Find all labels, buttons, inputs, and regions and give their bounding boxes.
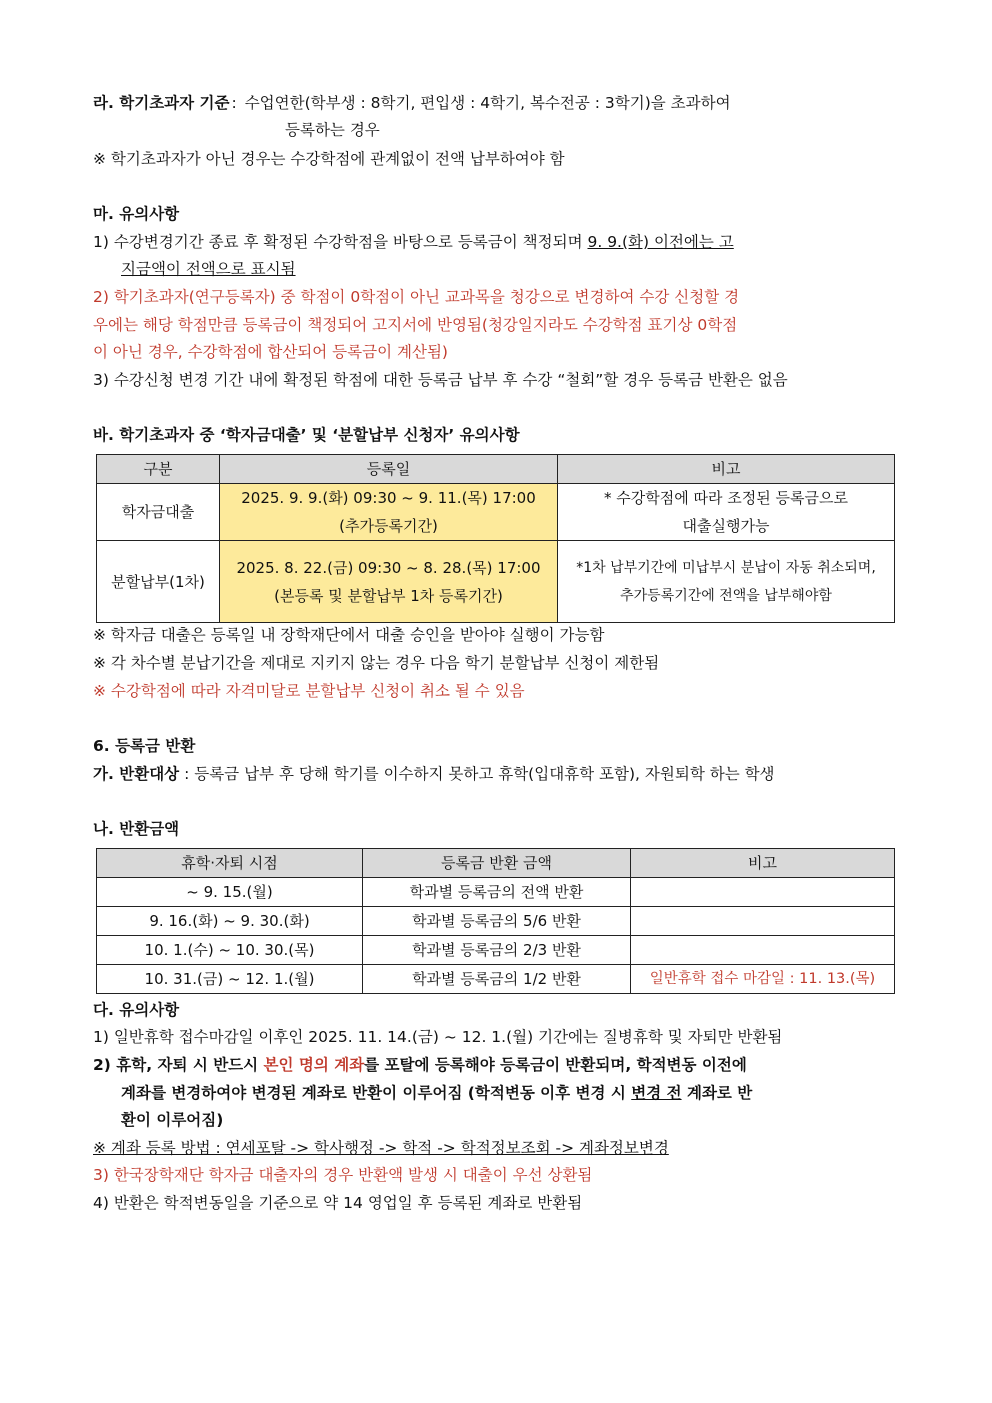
section-6-ga-label: 가. 반환대상 [93,765,180,783]
section-6-na-title: 나. 반환금액 [93,820,180,838]
section-ra-line2: 등록하는 경우 [285,121,380,139]
row-note-line1: *1차 납부기간에 미납부시 분납이 자동 취소되며, [576,559,876,576]
section-ra-line1 [93,90,731,116]
da2-a: 2) 휴학, 자퇴 시 반드시 [93,1056,264,1074]
table-header: 휴학·자퇴 시점 [97,849,363,878]
row-date-line1: 2025. 9. 9.(화) 09:30 ~ 9. 11.(목) 17:00 [241,489,536,507]
refund-period: 10. 1.(수) ~ 10. 30.(목) [97,936,363,965]
section-ra-text-1: 수업연한(학부생 : 8학기, 편입생 : 4학기, 복수전공 : 3학기)을 초과하여 [244,94,731,112]
table-row [97,541,895,623]
section-ma-item1-b: 9. 9.(화) 이전에는 고 [587,233,734,251]
table-row [97,878,895,907]
table-header: 비고 [631,849,895,878]
da2-red: 본인 명의 계좌 [263,1056,365,1074]
refund-note [631,907,895,936]
refund-table [96,848,895,994]
refund-amount: 학과별 등록금의 2/3 반환 [363,936,631,965]
section-ma-item2-line1: 2) 학기초과자(연구등록자) 중 학점이 0학점이 아닌 교과목을 청강으로 변경하여 수강 신청할 경 [93,288,740,306]
da2-line2: 계좌를 변경하여야 변경된 계좌로 반환이 이루어짐 (학적변동 이후 변경 시 [121,1084,632,1102]
section-6-da-title: 다. 유의사항 [93,1001,180,1019]
da2-ul: 변경 전 [631,1084,682,1102]
section-ba-note-1: ※ 학자금 대출은 등록일 내 장학재단에서 대출 승인을 받아야 실행이 가능함 [93,626,605,644]
section-ma-item1-line2: 지금액이 전액으로 표시됨 [121,260,296,278]
section-6-da-2-line3: 환이 이루어짐) [121,1111,224,1129]
da2-line2b: 계좌로 반 [681,1084,753,1102]
refund-note [631,878,895,907]
row-note [558,541,895,623]
refund-period: ~ 9. 15.(월) [97,878,363,907]
row-date-line1: 2025. 8. 22.(금) 09:30 ~ 8. 28.(목) 17:00 [236,558,541,577]
section-6-da-1: 1) 일반휴학 접수마감일 이후인 2025. 11. 14.(금) ~ 12. 1.(월) 기간에는 질병휴학 및 자퇴만 반환됨 [93,1028,783,1046]
table-row [97,936,895,965]
row-note [558,484,895,541]
refund-period: 9. 16.(화) ~ 9. 30.(화) [97,907,363,936]
section-6-ga [93,761,775,787]
section-ra-note: ※ 학기초과자가 아닌 경우는 수강학점에 관계없이 전액 납부하여야 함 [93,150,565,168]
section-ba-title: 바. 학기초과자 중 ‘학자금대출’ 및 ‘분할납부 신청자’ 유의사항 [93,426,520,444]
refund-amount: 학과별 등록금의 전액 반환 [363,878,631,907]
table-header: 구분 [97,455,220,484]
section-6-ga-text: : 등록금 납부 후 당해 학기를 이수하지 못하고 휴학(입대휴학 포함), 자원퇴학 하는 학생 [179,765,775,783]
table-header: 등록금 반환 금액 [363,849,631,878]
section-ma-item2-line2: 우에는 해당 학점만큼 등록금이 책정되어 고지서에 반영됨(청강일지라도 수강학점 표기상 0학점 [93,316,738,334]
row-date [220,541,558,623]
section-ra-label: 라. 학기초과자 기준 [93,94,230,112]
section-ma-title: 마. 유의사항 [93,205,180,223]
refund-note [631,936,895,965]
refund-amount: 학과별 등록금의 5/6 반환 [363,907,631,936]
refund-note: 일반휴학 접수 마감일 : 11. 13.(목) [631,965,895,994]
section-ba-note-2: ※ 각 차수별 분납기간을 제대로 지키지 않는 경우 다음 학기 분할납부 신청이 제한됨 [93,654,660,672]
section-6-da-4: 4) 반환은 학적변동일을 기준으로 약 14 영업일 후 등록된 계좌로 반환됨 [93,1194,583,1212]
section-ra-colon: : [231,94,237,112]
section-ma-item2-line3: 이 아닌 경우, 수강학점에 합산되어 등록금이 계산됨) [93,343,448,361]
loan-installment-table [96,454,895,623]
section-6-da-2-line1 [93,1052,747,1078]
refund-amount: 학과별 등록금의 1/2 반환 [363,965,631,994]
refund-period: 10. 31.(금) ~ 12. 1.(월) [97,965,363,994]
table-header: 등록일 [220,455,558,484]
row-date [220,484,558,541]
row-note-line2: 대출실행가능 [682,517,770,535]
section-6-da-2-line2 [121,1080,752,1106]
table-header: 비고 [558,455,895,484]
row-type: 분할납부(1차) [97,541,220,623]
section-ma-item3: 3) 수강신청 변경 기간 내에 확정된 학점에 대한 등록금 납부 후 수강 “철회”할 경우 등록금 반환은 없음 [93,371,788,389]
section-6-da-note: ※ 계좌 등록 방법 : 연세포탈 -> 학사행정 -> 학적 -> 학적정보조회 -> 계좌정보변경 [93,1139,669,1157]
row-note-line1: * 수강학점에 따라 조정된 등록금으로 [604,489,848,507]
table-row [97,484,895,541]
row-date-line2: (본등록 및 분할납부 1차 등록기간) [274,586,503,605]
section-ma-item1-a: 1) 수강변경기간 종료 후 확정된 수강학점을 바탕으로 등록금이 책정되며 [93,233,588,251]
row-type: 학자금대출 [97,484,220,541]
table-row [97,965,895,994]
da2-b: 를 포탈에 등록해야 등록금이 반환되며, 학적변동 이전에 [364,1056,747,1074]
section-ba-note-3: ※ 수강학점에 따라 자격미달로 분할납부 신청이 취소 될 수 있음 [93,682,525,700]
table-row [97,907,895,936]
row-note-line2: 추가등록기간에 전액을 납부해야함 [620,587,832,604]
section-6-da-3: 3) 한국장학재단 학자금 대출자의 경우 반환액 발생 시 대출이 우선 상환됨 [93,1166,593,1184]
row-date-line2: (추가등록기간) [339,517,438,535]
section-ma-item1-line1 [93,229,734,255]
section-6-title: 6. 등록금 반환 [93,737,196,755]
